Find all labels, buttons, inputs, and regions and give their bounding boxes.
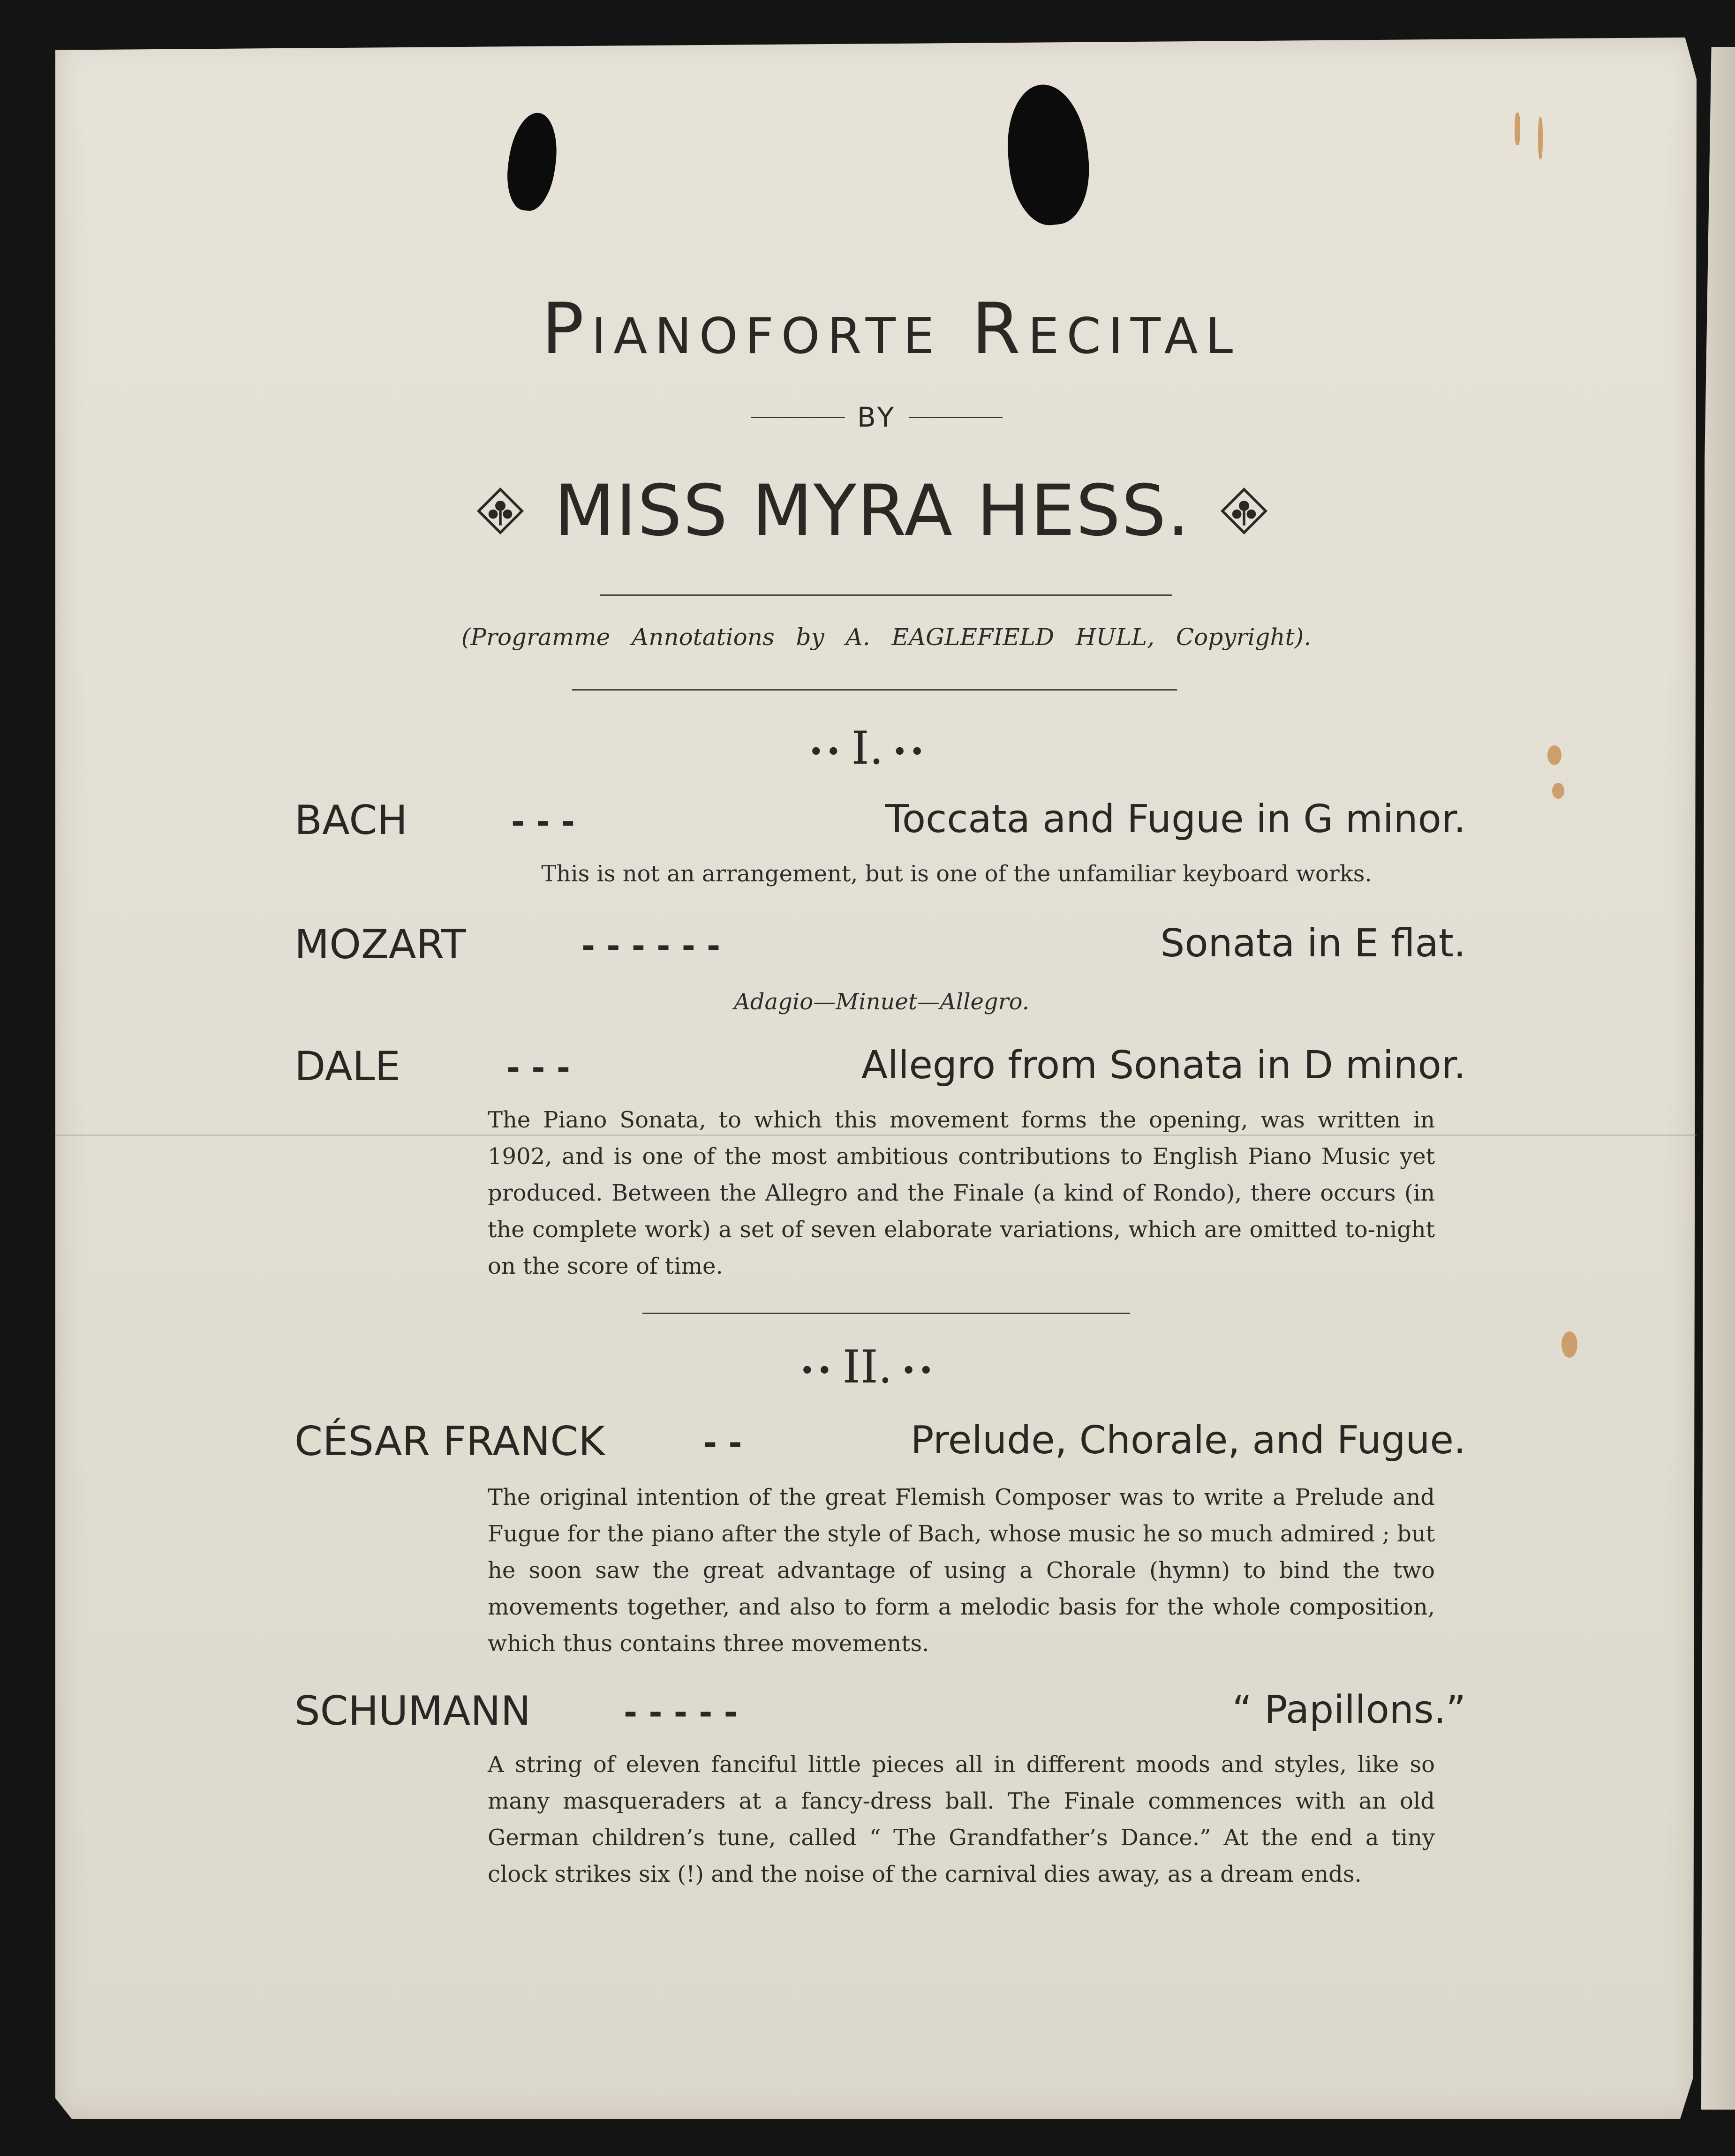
composer-name: CÉSAR FRANCK <box>294 1418 605 1465</box>
composer-name: MOZART <box>294 921 466 968</box>
work-note: A string of eleven fanciful little pieces all in different moods and styles, like so many masqueraders at a fancy-dress ball. The Finale commences with an old German children’s tune, called “ The Grandfather’s Dance.” At the end a tiny clock strikes six (!) and the noise of the carnival dies away, as a dream ends. <box>488 1751 1435 1887</box>
divider-rule <box>600 594 1172 596</box>
work-title: Toccata and Fugue in G minor. <box>885 797 1466 841</box>
work-movements: Adagio—Minuet—Allegro. <box>734 989 1029 1015</box>
leader-dashes: - - - - - - <box>581 927 721 965</box>
fleuron-right-icon <box>1218 485 1270 537</box>
work-note: The Piano Sonata, to which this movement forms the opening, was written in 1902, and is one of the most ambitious contributions to English Piano Music yet produced. Between the Allegro and the Finale (a kind of Rondo), there occurs (in the complete work) a set of seven elaborate variations, which are omitted to-night on the score of time. <box>488 1107 1435 1279</box>
artist-name: MISS MYRA HESS. <box>554 470 1191 552</box>
composer-name: DALE <box>294 1043 400 1090</box>
composer-name: BACH <box>294 797 408 844</box>
page-title: Pianoforte Recital <box>541 288 1241 370</box>
leader-dashes: - - - - - <box>624 1693 738 1732</box>
ornament-dots: •• <box>901 1355 936 1386</box>
divider-rule <box>572 689 1177 691</box>
work-title: “ Papillons.” <box>1232 1688 1466 1732</box>
section-ii-label: II. <box>842 1341 893 1393</box>
by-label: BY <box>857 401 897 433</box>
by-line <box>727 394 1027 441</box>
by-rule-right <box>909 417 1003 418</box>
fleuron-left-icon <box>475 485 526 537</box>
by-rule-left <box>751 417 845 418</box>
ornament-dots: •• <box>892 736 927 767</box>
composer-name: SCHUMANN <box>294 1688 531 1735</box>
annotations-credit: (Programme Annotations by A. EAGLEFIELD HULL, Copyright). <box>461 624 1312 651</box>
leader-dashes: - - <box>703 1424 742 1462</box>
section-number <box>774 722 961 774</box>
work-note: This is not an arrangement, but is one of the unfamiliar keyboard works. <box>541 861 1372 887</box>
section-number <box>774 1341 961 1393</box>
section-i-label: I. <box>851 722 884 774</box>
leader-dashes: - - - <box>506 1049 570 1087</box>
ornament-dots: •• <box>799 1355 834 1386</box>
work-title: Allegro from Sonata in D minor. <box>861 1043 1466 1088</box>
artist-line <box>460 464 1285 558</box>
work-title: Prelude, Chorale, and Fugue. <box>911 1418 1466 1463</box>
work-note: The original intention of the great Flemish Composer was to write a Prelude and Fugue for the piano after the style of Bach, whose music he so much admired ; but he soon saw the great advantage of using a Chorale (hymn) to bind the two movements together, and also to form a melodic basis for the whole composition, which thus contains three movements. <box>488 1484 1435 1657</box>
work-title: Sonata in E flat. <box>1160 921 1466 966</box>
ornament-dots: •• <box>808 736 843 767</box>
divider-rule <box>642 1313 1130 1314</box>
leader-dashes: - - - <box>511 803 575 841</box>
